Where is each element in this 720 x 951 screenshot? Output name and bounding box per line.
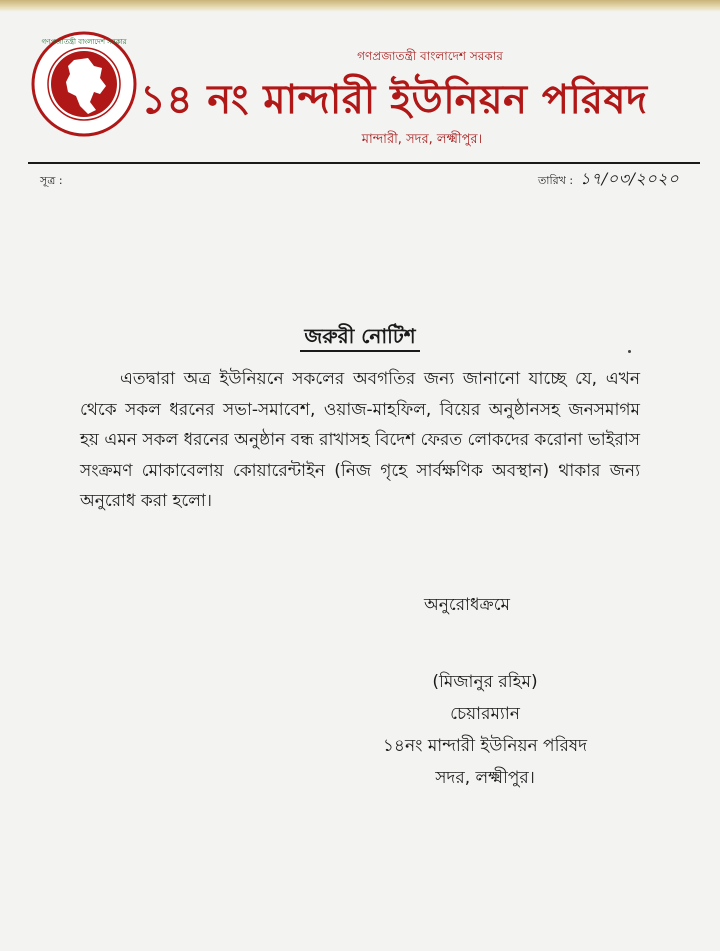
header-divider bbox=[28, 162, 700, 164]
closing-phrase: অনুরোধক্রমে bbox=[424, 595, 510, 615]
date-value: ১৭/০৩/২০২০ bbox=[580, 169, 679, 188]
paper-speck bbox=[628, 350, 631, 353]
notice-title-wrap bbox=[0, 322, 720, 355]
signatory-designation: চেয়ারম্যান bbox=[450, 704, 520, 724]
signatory-office: ১৪নং মান্দারী ইউনিয়ন পরিষদ bbox=[382, 736, 588, 756]
notice-title: জরুরী নোটিশ bbox=[300, 324, 419, 352]
government-seal bbox=[30, 30, 138, 138]
notice-body: এতদ্বারা অত্র ইউনিয়নে সকলের অবগতির জন্য জানানো যাচ্ছে যে, এখন থেকে সকল ধরনের সভা-সমাবেশ, ওয়াজ-মাহফিল, বিয়ের অনুষ্ঠানসহ জনসমাগম হয় এমন সকল ধরনের অনুষ্ঠান বন্ধ রাখাসহ বিদেশ ফেরত লোকদের করোনা ভাইরাস সংক্রমণ মোকাবেলায় কোয়ারেন্টাইন (নিজ গৃহে সার্বক্ষণিক অবস্থান) থাকার জন্য অনুরোধ করা হলো। bbox=[80, 369, 640, 511]
government-line: গণপ্রজাতন্ত্রী বাংলাদেশ সরকার bbox=[357, 49, 503, 63]
page-top-edge bbox=[0, 0, 720, 12]
signature-block bbox=[340, 666, 630, 794]
signatory-location: সদর, লক্ষ্মীপুর। bbox=[435, 768, 535, 788]
council-name: ১৪ নং মান্দারী ইউনিয়ন পরিষদ bbox=[140, 76, 648, 123]
seal-text: গণপ্রজাতন্ত্রী বাংলাদেশ সরকার bbox=[41, 38, 127, 46]
signatory-name: (মিজানুর রহিম) bbox=[432, 672, 538, 692]
letterhead bbox=[0, 14, 720, 164]
council-address: মান্দারী, সদর, লক্ষ্মীপুর। bbox=[361, 132, 483, 147]
reference-label: সূত্র : bbox=[40, 174, 63, 187]
date-label: তারিখ : bbox=[538, 174, 574, 187]
